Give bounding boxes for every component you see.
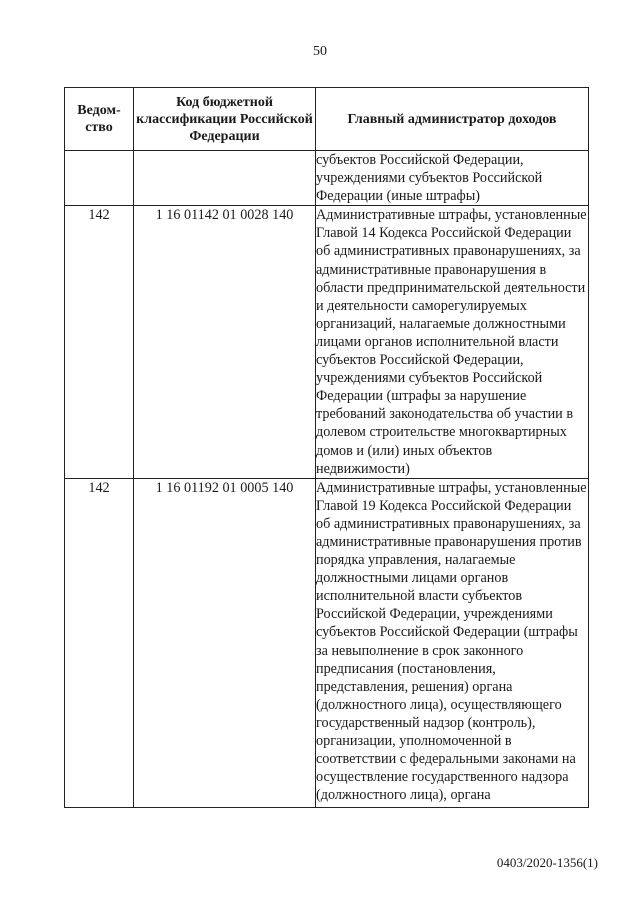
page-number: 50: [313, 44, 327, 59]
header-admin-label: Главный администратор доходов: [347, 111, 557, 127]
admin-cell: [316, 478, 589, 807]
code-cell: [134, 151, 316, 206]
table-row: [65, 206, 589, 478]
dept-cell: [65, 151, 134, 206]
code-cell: 1 16 01142 01 0028 140: [134, 206, 316, 478]
header-admin: [316, 88, 589, 151]
table-row: [65, 478, 589, 807]
admin-cell: субъектов Российской Федерации, учреждениями субъектов Российской Федерации (иные штрафы): [316, 151, 589, 206]
budget-classification-table: [64, 87, 589, 808]
dept-cell: 142: [65, 478, 134, 807]
admin-cell: Административные штрафы, установленные Главой 14 Кодекса Российской Федерации об административных правонарушениях, за административные правонарушения в области предпринимательской деятельности и деятельности саморегулируемых организаций, налагаемые должностными лицами органов исполнительной власти субъектов Российской Федерации, учреждениями субъектов Российской Федерации (штрафы за нарушение требований законодательства об участии в долевом строительстве многоквартирных домов и (или) иных объектов недвижимости): [316, 207, 587, 477]
code-cell: 1 16 01192 01 0005 140: [134, 478, 316, 807]
header-code: [134, 88, 316, 151]
header-code-label: Код бюджетной классификации Российской Федерации: [136, 94, 313, 144]
document-footer-code: 0403/2020-1356(1): [496, 855, 598, 870]
admin-cell-text: Административные штрафы, установленные Главой 19 Кодекса Российской Федерации об административных правонарушениях, за административные правонарушения против порядка управления, налагаемые должностными лицами органов исполнительной власти субъектов Российской Федерации, учреждениями субъектов Российской Федерации (штрафы за невыполнение в срок законного предписания (постановления, представления, решения) органа (должностного лица), осуществляющего государственный надзор (контроль), организации, уполномоченной в соответствии с федеральными законами на осуществление государственного надзора (должностного лица), органа: [316, 479, 587, 804]
dept-cell: 142: [65, 206, 134, 478]
table-row: [65, 151, 589, 206]
header-dept-label: Ведом- ство: [77, 103, 121, 135]
header-dept: [65, 88, 134, 151]
table-header-row: [65, 88, 589, 151]
